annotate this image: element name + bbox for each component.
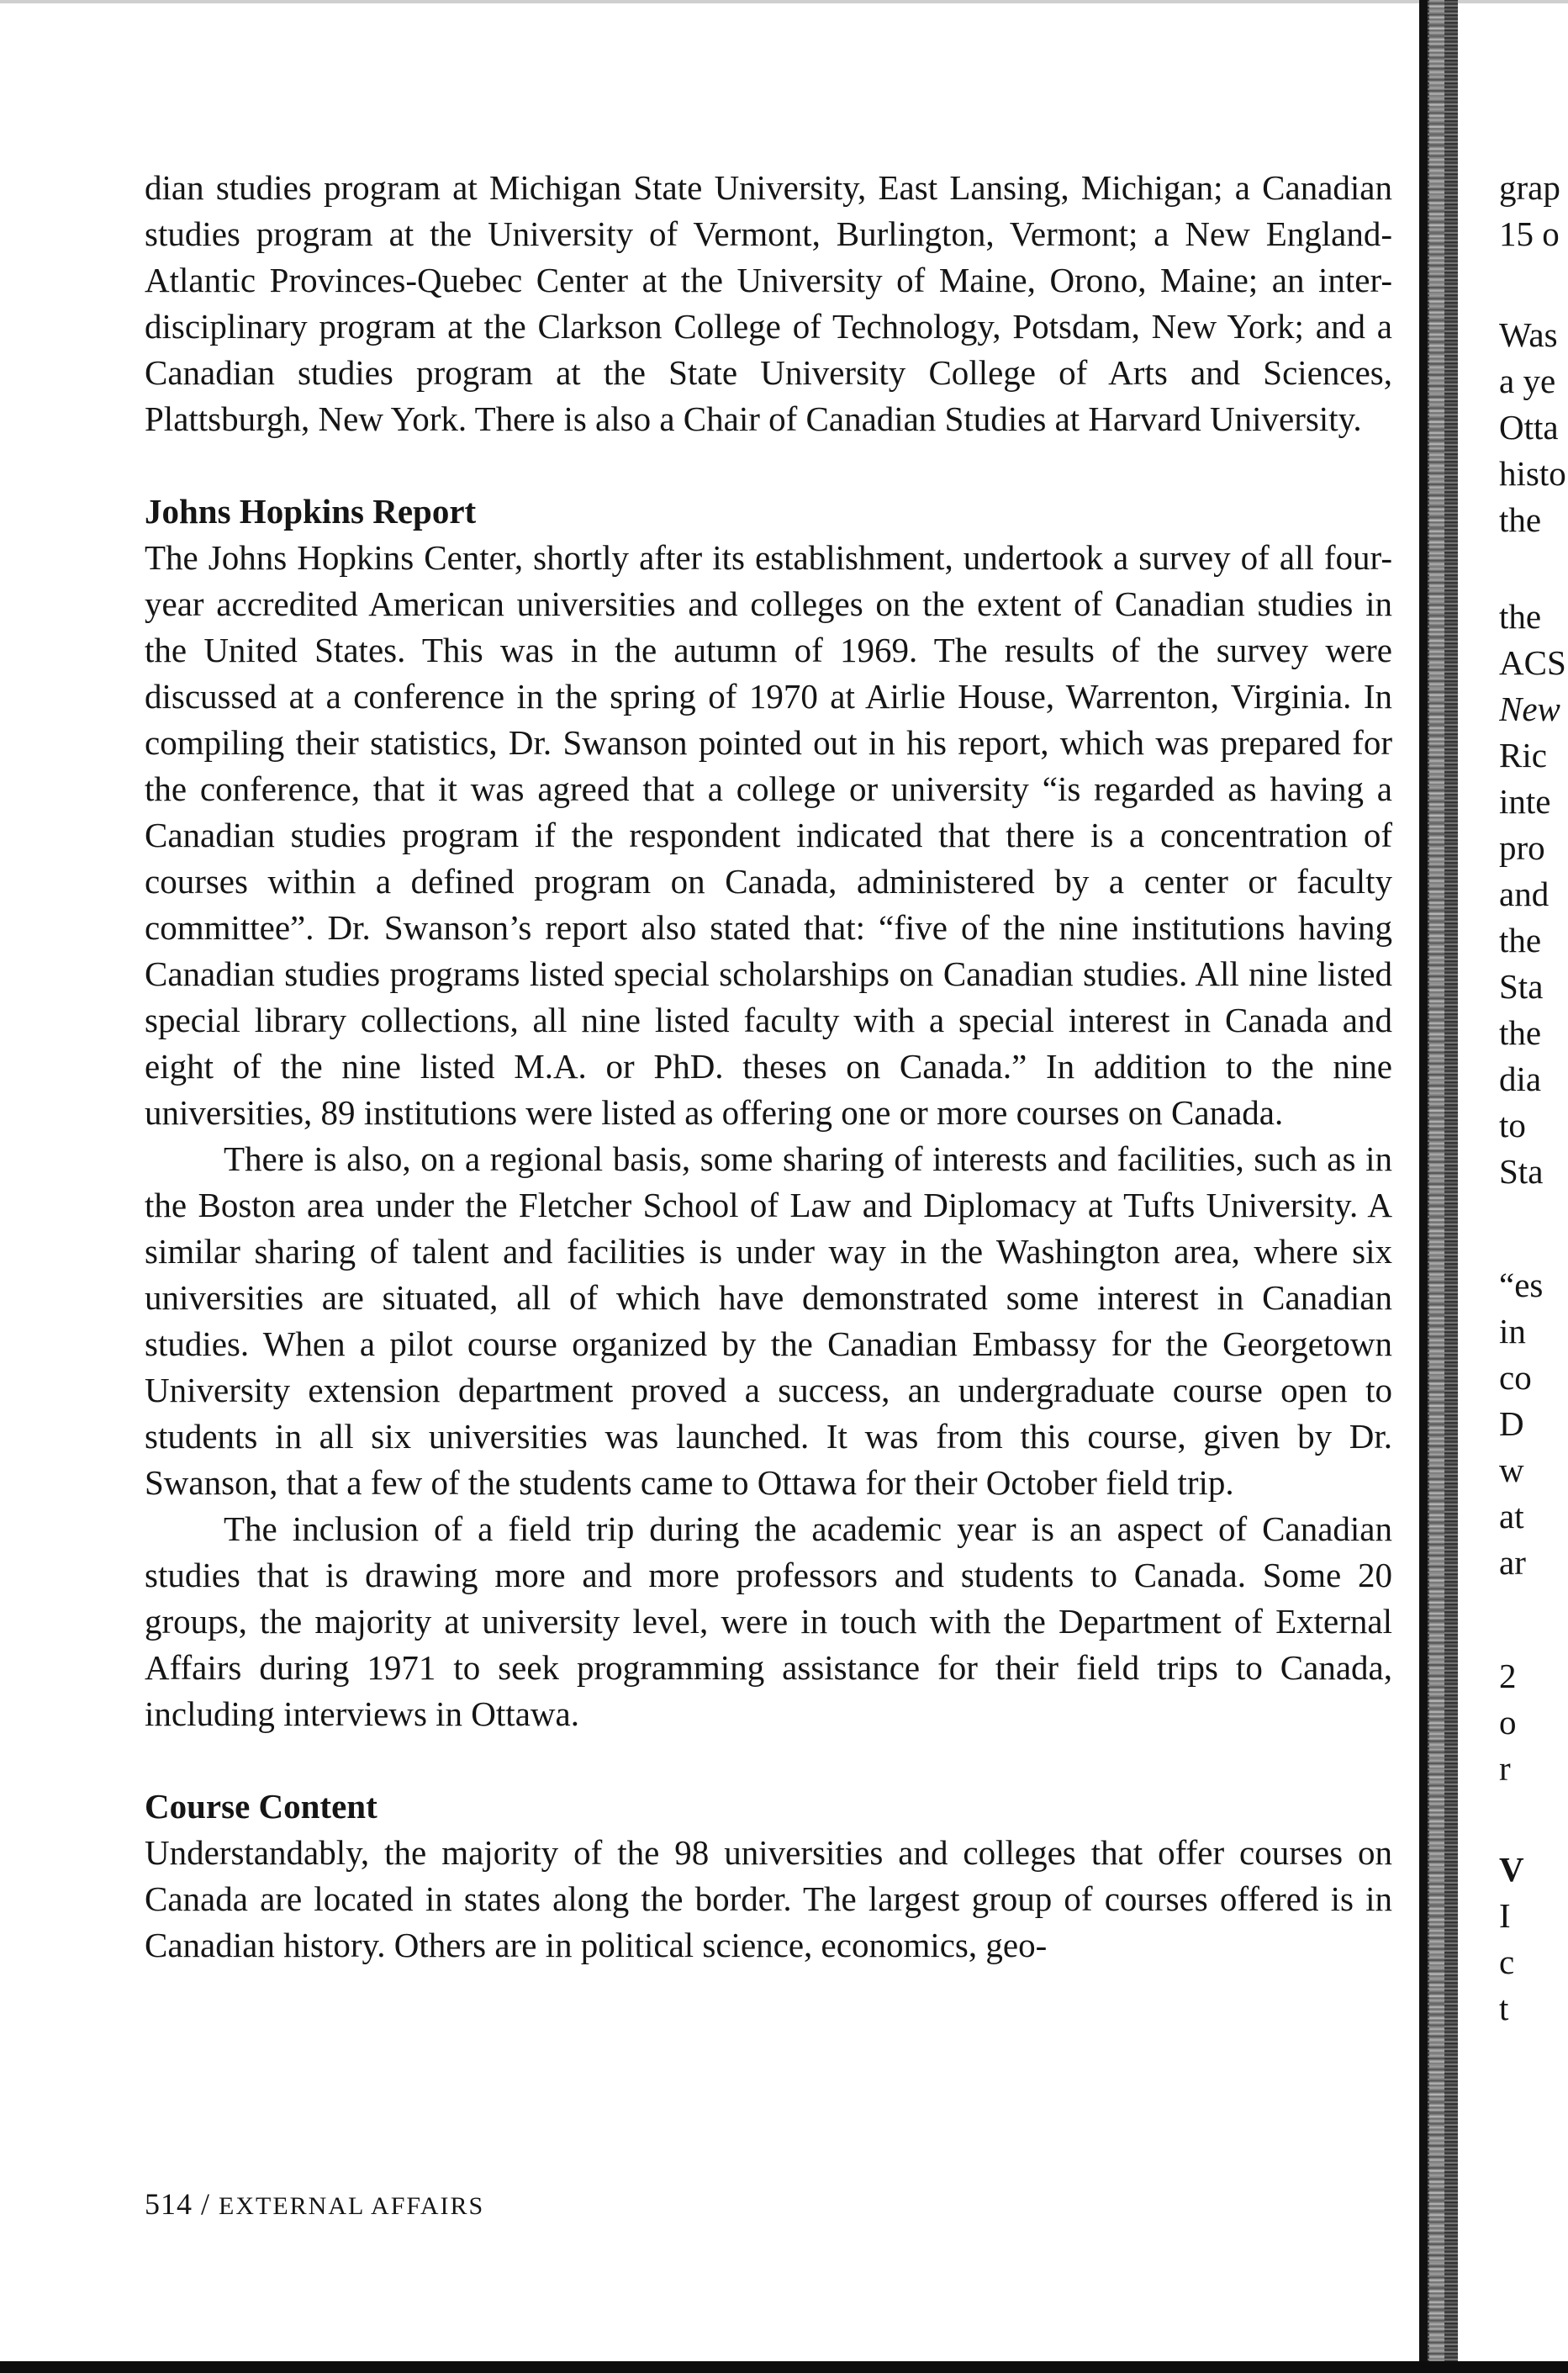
gutter-shadow — [1419, 0, 1428, 2373]
facing-page-fragment: 15 o — [1499, 214, 1560, 253]
body-paragraph: The inclusion of a field trip during the academic year is an aspect of Canadian studies that is drawing more and more professors and students to Canada. Some 20 groups, the majority at university level, were in touch with the Department of External Affairs during 1971 to seek programming assistance for their field trips to Canada, including interviews in Ottawa. — [145, 1509, 1392, 1733]
facing-page-fragment: and — [1499, 875, 1550, 913]
facing-page-fragment: the — [1499, 1013, 1542, 1052]
page-top-edge — [0, 0, 1568, 3]
page-footer — [145, 2186, 484, 2222]
facing-page-fragment: grap — [1499, 168, 1560, 207]
facing-page-fragment: in — [1499, 1312, 1526, 1350]
facing-page-fragment: a ye — [1499, 362, 1556, 400]
facing-page-fragment: to — [1499, 1106, 1526, 1144]
facing-page-fragment: Otta — [1499, 408, 1559, 447]
facing-page-fragment: c — [1499, 1942, 1515, 1981]
facing-page-fragment: the — [1499, 597, 1542, 636]
footer-separator: / — [201, 2187, 211, 2221]
facing-page-fragment: ACS — [1499, 643, 1566, 682]
facing-page-fragment: the — [1499, 500, 1542, 539]
facing-page-fragment: Sta — [1499, 967, 1544, 1006]
facing-page-fragment: r — [1499, 1749, 1511, 1788]
facing-page-fragment: dia — [1499, 1060, 1542, 1098]
facing-page-fragment: New — [1499, 690, 1560, 728]
section-heading-course-content: Course Content — [145, 1787, 377, 1826]
gutter-texture — [1429, 0, 1444, 2373]
facing-page-fragment: Sta — [1499, 1152, 1544, 1191]
facing-page-fragment: histo — [1499, 454, 1566, 493]
facing-page-fragment: Was — [1499, 315, 1558, 354]
facing-page-fragment: o — [1499, 1703, 1517, 1741]
page-number: 514 — [145, 2187, 193, 2221]
facing-page-fragment: Ric — [1499, 736, 1547, 774]
facing-page-fragments — [1499, 165, 1568, 2183]
intro-paragraph: dian studies program at Michigan State University, East Lansing, Michigan; a Canadian studies program at the University of Vermont, Burlington, Vermont; a New England-Atlantic Provinces-Quebec Center at the University of Maine, Orono, Maine; an inter-disciplinary program at the Clarkson College of Technology, Potsdam, New York; and a Canadian studies program at the State University College of Arts and Sciences, Plattsburgh, New York. There is also a Chair of Canadian Studies at Harvard University. — [145, 168, 1392, 438]
facing-page-fragment: the — [1499, 921, 1542, 959]
facing-page-fragment: at — [1499, 1497, 1524, 1535]
main-column — [145, 165, 1392, 1969]
page-bottom-edge — [0, 2361, 1568, 2373]
body-paragraph: There is also, on a regional basis, some sharing of interests and facilities, such as in the Boston area under the Fletcher School of Law and Diplomacy at Tufts University. A similar sharing of talent and facilities is under way in the Washington area, where six universities are situated, all of which have demonstrated some interest in Canadian studies. When a pilot course organized by the Canadian Embassy for the Georgetown University extension department proved a success, an undergraduate course open to students in all six universities was launched. It was from this course, given by Dr. Swanson, that a few of the students came to Ottawa for their October field trip. — [145, 1139, 1392, 1502]
facing-page-fragment: pro — [1499, 828, 1545, 867]
facing-page-fragment: t — [1499, 1989, 1509, 2027]
facing-page-fragment: D — [1499, 1404, 1524, 1443]
publication-name: EXTERNAL AFFAIRS — [219, 2192, 485, 2220]
facing-page-fragment: “es — [1499, 1266, 1544, 1304]
facing-page-fragment: w — [1499, 1451, 1524, 1489]
facing-page-fragment: co — [1499, 1358, 1532, 1397]
facing-page-fragment: inte — [1499, 782, 1551, 821]
body-paragraph: Understandably, the majority of the 98 universities and colleges that offer courses on Canada are located in states along the border. The largest group of courses offered is in Canadian history. Others are in political science, economics, geo- — [145, 1833, 1392, 1964]
section-gap — [145, 1737, 1392, 1784]
section-heading-johns-hopkins: Johns Hopkins Report — [145, 492, 477, 531]
facing-page-fragment: 2 — [1499, 1657, 1517, 1695]
body-paragraph: The Johns Hopkins Center, shortly after its establishment, undertook a survey of all four-year accredited American universities and colleges on the extent of Canadian studies in the United States. This was in the autumn of 1969. The results of the survey were discussed at a conference in the spring of 1970 at Airlie House, Warrenton, Virginia. In compiling their statistics, Dr. Swanson pointed out in his report, which was prepared for the conference, that it was agreed that a college or university “is regarded as having a Canadian studies program if the respondent indicated that there is a concentration of courses within a defined program on Canada, administered by a center or faculty committee”. Dr. Swanson’s report also stated that: “five of the nine institutions having Canadian studies programs listed special scholarships on Canadian studies. All nine listed special library collections, all nine listed faculty with a special interest in Canada and eight of the nine listed M.A. or PhD. theses on Canada.” In addition to the nine universities, 89 institutions were listed as offering one or more courses on Canada. — [145, 538, 1392, 1132]
facing-page-fragment: I — [1499, 1896, 1511, 1935]
facing-page-fragment: V — [1499, 1850, 1524, 1889]
facing-page-fragment: ar — [1499, 1543, 1526, 1582]
section-gap — [145, 442, 1392, 489]
